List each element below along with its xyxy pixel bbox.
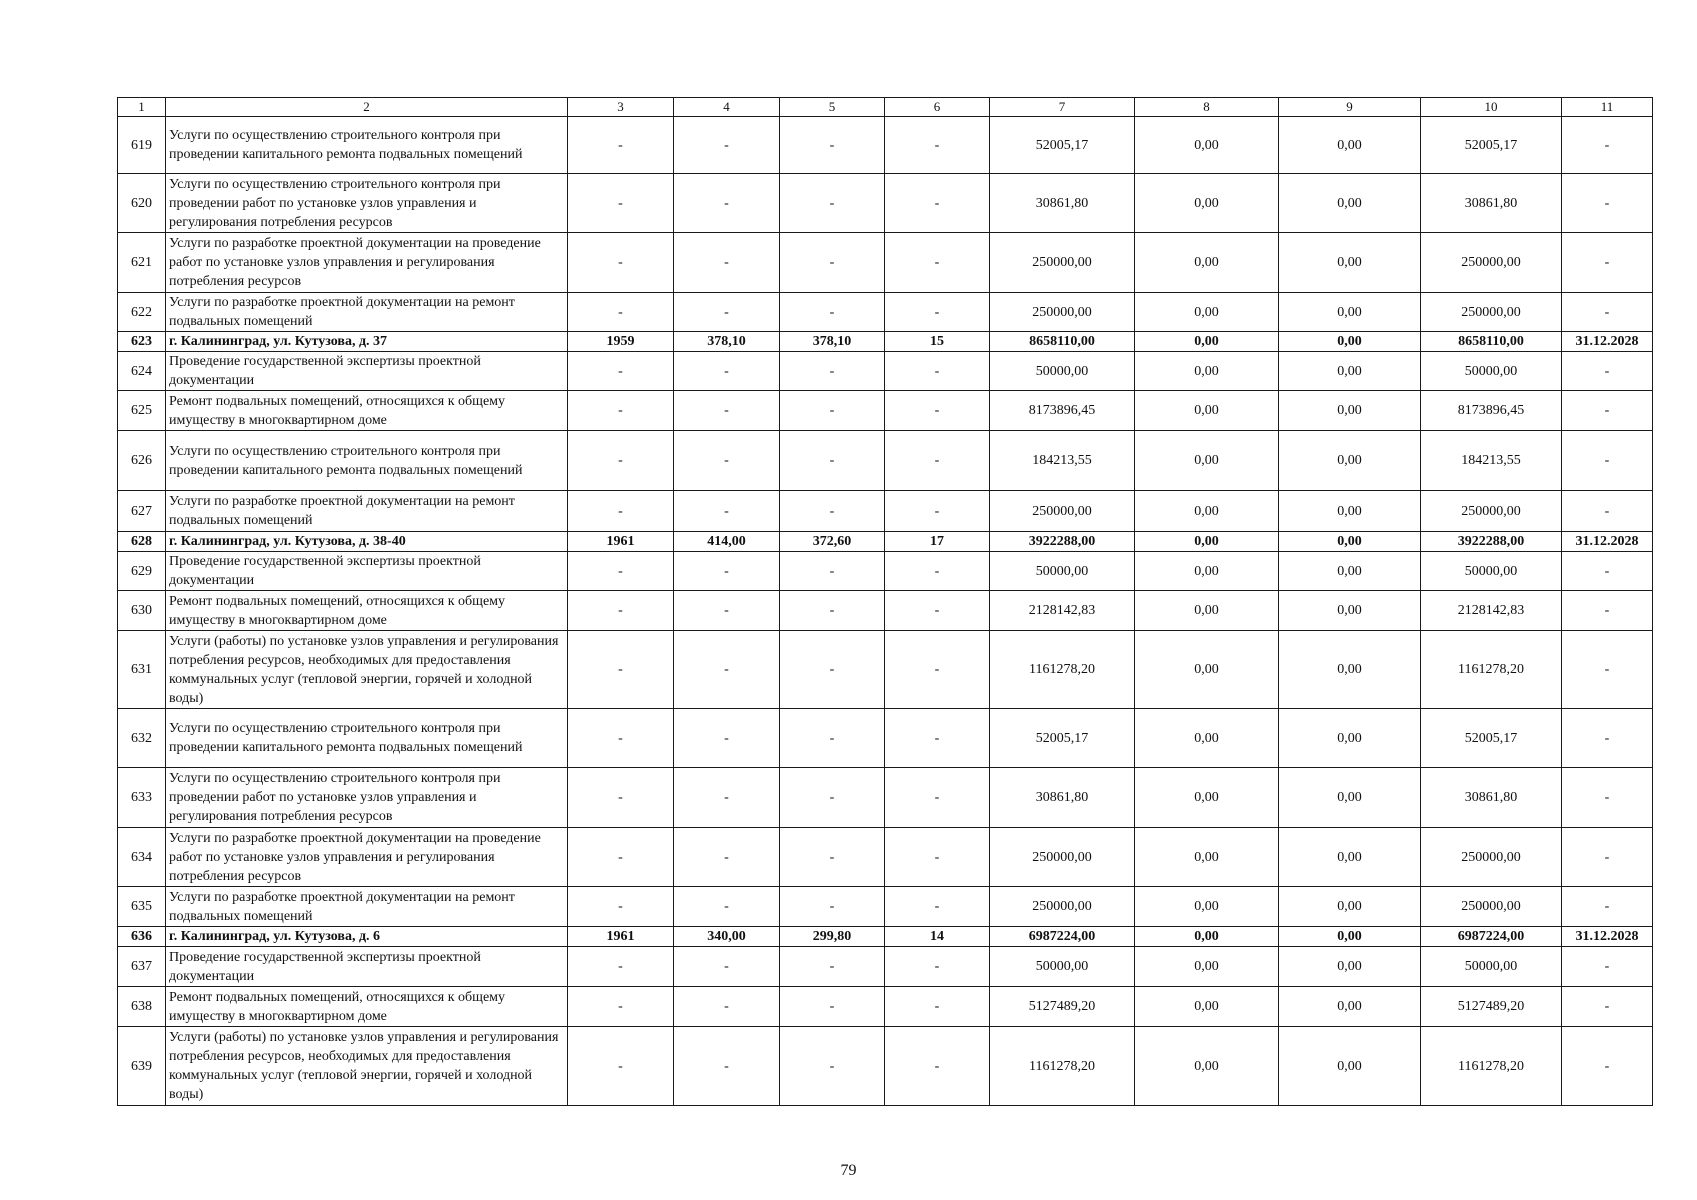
value-cell: -: [568, 768, 674, 828]
value-cell: -: [780, 1027, 885, 1106]
row-number-cell: 624: [118, 352, 166, 391]
value-cell: 0,00: [1135, 768, 1279, 828]
value-cell: -: [568, 947, 674, 987]
value-cell: 5127489,20: [990, 987, 1135, 1027]
row-number-cell: 632: [118, 709, 166, 768]
value-cell: -: [568, 352, 674, 391]
value-cell: 0,00: [1135, 293, 1279, 332]
value-cell: -: [885, 709, 990, 768]
value-cell: -: [568, 233, 674, 293]
value-cell: 2128142,83: [990, 591, 1135, 631]
column-number-header: 9: [1279, 98, 1421, 117]
value-cell: 1161278,20: [1421, 1027, 1562, 1106]
value-cell: 0,00: [1135, 591, 1279, 631]
value-cell: 0,00: [1279, 293, 1421, 332]
row-number-cell: 631: [118, 631, 166, 709]
table-body: [118, 98, 1653, 1106]
value-cell: -: [674, 352, 780, 391]
value-cell: 414,00: [674, 532, 780, 552]
value-cell: -: [780, 987, 885, 1027]
value-cell: -: [780, 431, 885, 491]
row-number-cell: 620: [118, 174, 166, 233]
value-cell: 50000,00: [1421, 947, 1562, 987]
column-number-header: 4: [674, 98, 780, 117]
value-cell: -: [780, 552, 885, 591]
value-cell: 6987224,00: [1421, 927, 1562, 947]
table-row: [118, 947, 1653, 987]
value-cell: -: [1562, 987, 1653, 1027]
works-table: [117, 97, 1653, 1106]
value-cell: 0,00: [1279, 709, 1421, 768]
value-cell: -: [674, 491, 780, 532]
value-cell: -: [780, 174, 885, 233]
row-number-cell: 627: [118, 491, 166, 532]
description-cell: г. Калининград, ул. Кутузова, д. 37: [166, 332, 568, 352]
value-cell: 17: [885, 532, 990, 552]
value-cell: 250000,00: [1421, 491, 1562, 532]
value-cell: 0,00: [1279, 391, 1421, 431]
value-cell: -: [1562, 117, 1653, 174]
value-cell: 1161278,20: [990, 631, 1135, 709]
value-cell: -: [568, 552, 674, 591]
address-row: [118, 927, 1653, 947]
value-cell: -: [1562, 631, 1653, 709]
value-cell: -: [885, 352, 990, 391]
table-row: [118, 828, 1653, 887]
value-cell: -: [1562, 768, 1653, 828]
value-cell: 250000,00: [990, 887, 1135, 927]
value-cell: -: [780, 709, 885, 768]
value-cell: 50000,00: [990, 352, 1135, 391]
row-number-cell: 623: [118, 332, 166, 352]
row-number-cell: 636: [118, 927, 166, 947]
value-cell: 5127489,20: [1421, 987, 1562, 1027]
value-cell: -: [885, 293, 990, 332]
value-cell: 0,00: [1135, 352, 1279, 391]
row-number-cell: 630: [118, 591, 166, 631]
value-cell: 0,00: [1279, 332, 1421, 352]
value-cell: 30861,80: [990, 174, 1135, 233]
row-number-cell: 634: [118, 828, 166, 887]
value-cell: 340,00: [674, 927, 780, 947]
value-cell: -: [1562, 233, 1653, 293]
value-cell: 0,00: [1135, 1027, 1279, 1106]
row-number-cell: 629: [118, 552, 166, 591]
row-number-cell: 619: [118, 117, 166, 174]
value-cell: 1961: [568, 532, 674, 552]
table-row: [118, 431, 1653, 491]
column-number-header: 5: [780, 98, 885, 117]
description-cell: Услуги по осуществлению строительного контроля при проведении капитального ремонта подвальных помещений: [166, 117, 568, 174]
value-cell: 250000,00: [990, 293, 1135, 332]
description-cell: Проведение государственной экспертизы проектной документации: [166, 947, 568, 987]
value-cell: -: [885, 174, 990, 233]
table-row: [118, 352, 1653, 391]
value-cell: 0,00: [1279, 927, 1421, 947]
value-cell: 8658110,00: [1421, 332, 1562, 352]
value-cell: 0,00: [1135, 631, 1279, 709]
value-cell: -: [568, 117, 674, 174]
value-cell: 0,00: [1135, 947, 1279, 987]
value-cell: -: [568, 709, 674, 768]
value-cell: -: [1562, 947, 1653, 987]
value-cell: -: [1562, 887, 1653, 927]
value-cell: 0,00: [1135, 552, 1279, 591]
value-cell: -: [780, 293, 885, 332]
value-cell: 0,00: [1279, 352, 1421, 391]
value-cell: -: [885, 828, 990, 887]
value-cell: -: [568, 431, 674, 491]
value-cell: -: [780, 768, 885, 828]
value-cell: 0,00: [1279, 631, 1421, 709]
description-cell: Услуги (работы) по установке узлов управления и регулирования потребления ресурсов, необходимых для предоставления коммунальных услуг (тепловой энергии, горячей и холодной воды): [166, 631, 568, 709]
value-cell: -: [674, 631, 780, 709]
value-cell: -: [568, 631, 674, 709]
value-cell: -: [674, 552, 780, 591]
value-cell: -: [885, 631, 990, 709]
value-cell: -: [1562, 391, 1653, 431]
table-row: [118, 491, 1653, 532]
value-cell: 250000,00: [990, 233, 1135, 293]
value-cell: 0,00: [1135, 431, 1279, 491]
value-cell: -: [1562, 431, 1653, 491]
table-row: [118, 709, 1653, 768]
value-cell: -: [674, 947, 780, 987]
value-cell: -: [674, 709, 780, 768]
value-cell: -: [674, 828, 780, 887]
row-number-cell: 621: [118, 233, 166, 293]
value-cell: 0,00: [1135, 491, 1279, 532]
value-cell: -: [674, 293, 780, 332]
value-cell: 30861,80: [1421, 768, 1562, 828]
value-cell: 0,00: [1279, 552, 1421, 591]
description-cell: Проведение государственной экспертизы проектной документации: [166, 352, 568, 391]
value-cell: -: [1562, 828, 1653, 887]
table-row: [118, 391, 1653, 431]
value-cell: 50000,00: [1421, 552, 1562, 591]
document-sheet: [117, 97, 1652, 1106]
value-cell: -: [1562, 552, 1653, 591]
value-cell: 0,00: [1135, 887, 1279, 927]
description-cell: Услуги по разработке проектной документации на проведение работ по установке узлов управления и регулирования потребления ресурсов: [166, 233, 568, 293]
value-cell: -: [1562, 591, 1653, 631]
value-cell: -: [885, 947, 990, 987]
value-cell: -: [674, 391, 780, 431]
description-cell: Ремонт подвальных помещений, относящихся к общему имуществу в многоквартирном доме: [166, 987, 568, 1027]
value-cell: 1161278,20: [990, 1027, 1135, 1106]
value-cell: 372,60: [780, 532, 885, 552]
value-cell: -: [674, 431, 780, 491]
description-cell: Услуги по осуществлению строительного контроля при проведении работ по установке узлов управления и регулирования потребления ресурсов: [166, 174, 568, 233]
value-cell: 0,00: [1135, 927, 1279, 947]
column-number-header: 2: [166, 98, 568, 117]
value-cell: -: [780, 591, 885, 631]
value-cell: 1161278,20: [1421, 631, 1562, 709]
value-cell: 0,00: [1279, 591, 1421, 631]
value-cell: -: [674, 117, 780, 174]
value-cell: 0,00: [1279, 174, 1421, 233]
value-cell: 0,00: [1135, 532, 1279, 552]
value-cell: 0,00: [1279, 947, 1421, 987]
value-cell: -: [568, 987, 674, 1027]
row-number-cell: 622: [118, 293, 166, 332]
column-number-row: [118, 98, 1653, 117]
value-cell: 0,00: [1279, 1027, 1421, 1106]
value-cell: 184213,55: [1421, 431, 1562, 491]
value-cell: -: [885, 1027, 990, 1106]
value-cell: -: [568, 591, 674, 631]
value-cell: 31.12.2028: [1562, 332, 1653, 352]
value-cell: -: [780, 117, 885, 174]
value-cell: -: [1562, 174, 1653, 233]
value-cell: -: [1562, 1027, 1653, 1106]
description-cell: Услуги по осуществлению строительного контроля при проведении капитального ремонта подвальных помещений: [166, 431, 568, 491]
value-cell: -: [885, 431, 990, 491]
row-number-cell: 635: [118, 887, 166, 927]
description-cell: г. Калининград, ул. Кутузова, д. 6: [166, 927, 568, 947]
column-number-header: 10: [1421, 98, 1562, 117]
value-cell: -: [674, 887, 780, 927]
value-cell: -: [674, 987, 780, 1027]
column-number-header: 7: [990, 98, 1135, 117]
description-cell: Услуги по осуществлению строительного контроля при проведении работ по установке узлов управления и регулирования потребления ресурсов: [166, 768, 568, 828]
row-number-cell: 638: [118, 987, 166, 1027]
value-cell: 14: [885, 927, 990, 947]
value-cell: -: [1562, 709, 1653, 768]
description-cell: Услуги (работы) по установке узлов управления и регулирования потребления ресурсов, необходимых для предоставления коммунальных услуг (тепловой энергии, горячей и холодной воды): [166, 1027, 568, 1106]
value-cell: 1959: [568, 332, 674, 352]
value-cell: 1961: [568, 927, 674, 947]
table-row: [118, 117, 1653, 174]
value-cell: -: [1562, 352, 1653, 391]
value-cell: -: [780, 828, 885, 887]
value-cell: 250000,00: [990, 491, 1135, 532]
value-cell: 0,00: [1135, 391, 1279, 431]
value-cell: 8173896,45: [990, 391, 1135, 431]
column-number-header: 8: [1135, 98, 1279, 117]
description-cell: г. Калининград, ул. Кутузова, д. 38-40: [166, 532, 568, 552]
table-row: [118, 293, 1653, 332]
value-cell: 52005,17: [1421, 709, 1562, 768]
value-cell: 299,80: [780, 927, 885, 947]
table-row: [118, 987, 1653, 1027]
description-cell: Услуги по разработке проектной документации на проведение работ по установке узлов управления и регулирования потребления ресурсов: [166, 828, 568, 887]
value-cell: 0,00: [1279, 233, 1421, 293]
value-cell: -: [885, 233, 990, 293]
value-cell: -: [780, 233, 885, 293]
value-cell: 50000,00: [1421, 352, 1562, 391]
value-cell: 0,00: [1279, 117, 1421, 174]
value-cell: 0,00: [1279, 768, 1421, 828]
row-number-cell: 633: [118, 768, 166, 828]
table-row: [118, 233, 1653, 293]
value-cell: 0,00: [1279, 987, 1421, 1027]
table-row: [118, 887, 1653, 927]
value-cell: -: [674, 591, 780, 631]
value-cell: -: [885, 591, 990, 631]
page-number: 79: [840, 1162, 857, 1179]
value-cell: 184213,55: [990, 431, 1135, 491]
column-number-header: 11: [1562, 98, 1653, 117]
table-row: [118, 768, 1653, 828]
row-number-cell: 639: [118, 1027, 166, 1106]
value-cell: -: [780, 491, 885, 532]
description-cell: Проведение государственной экспертизы проектной документации: [166, 552, 568, 591]
value-cell: 50000,00: [990, 552, 1135, 591]
value-cell: 6987224,00: [990, 927, 1135, 947]
value-cell: -: [568, 491, 674, 532]
value-cell: 0,00: [1279, 532, 1421, 552]
value-cell: -: [568, 828, 674, 887]
row-number-cell: 628: [118, 532, 166, 552]
value-cell: 0,00: [1135, 117, 1279, 174]
value-cell: -: [885, 887, 990, 927]
value-cell: 0,00: [1279, 887, 1421, 927]
column-number-header: 1: [118, 98, 166, 117]
value-cell: 52005,17: [990, 117, 1135, 174]
value-cell: -: [780, 947, 885, 987]
value-cell: 0,00: [1279, 431, 1421, 491]
table-row: [118, 631, 1653, 709]
value-cell: 30861,80: [1421, 174, 1562, 233]
value-cell: 52005,17: [1421, 117, 1562, 174]
row-number-cell: 626: [118, 431, 166, 491]
value-cell: -: [780, 391, 885, 431]
value-cell: 0,00: [1135, 709, 1279, 768]
value-cell: 8658110,00: [990, 332, 1135, 352]
value-cell: 0,00: [1279, 828, 1421, 887]
value-cell: -: [568, 887, 674, 927]
value-cell: 0,00: [1135, 987, 1279, 1027]
table-row: [118, 591, 1653, 631]
table-row: [118, 552, 1653, 591]
table-row: [118, 1027, 1653, 1106]
value-cell: -: [885, 391, 990, 431]
value-cell: 2128142,83: [1421, 591, 1562, 631]
value-cell: -: [568, 391, 674, 431]
value-cell: -: [885, 987, 990, 1027]
value-cell: 0,00: [1135, 332, 1279, 352]
description-cell: Услуги по разработке проектной документации на ремонт подвальных помещений: [166, 887, 568, 927]
row-number-cell: 637: [118, 947, 166, 987]
description-cell: Услуги по разработке проектной документации на ремонт подвальных помещений: [166, 293, 568, 332]
value-cell: -: [674, 1027, 780, 1106]
address-row: [118, 532, 1653, 552]
description-cell: Услуги по осуществлению строительного контроля при проведении капитального ремонта подвальных помещений: [166, 709, 568, 768]
value-cell: 52005,17: [990, 709, 1135, 768]
value-cell: -: [568, 174, 674, 233]
value-cell: 31.12.2028: [1562, 927, 1653, 947]
value-cell: -: [1562, 491, 1653, 532]
value-cell: 0,00: [1135, 828, 1279, 887]
value-cell: 50000,00: [990, 947, 1135, 987]
value-cell: -: [885, 117, 990, 174]
column-number-header: 6: [885, 98, 990, 117]
value-cell: -: [780, 352, 885, 391]
value-cell: 3922288,00: [1421, 532, 1562, 552]
row-number-cell: 625: [118, 391, 166, 431]
value-cell: 0,00: [1135, 174, 1279, 233]
value-cell: -: [885, 491, 990, 532]
value-cell: -: [780, 887, 885, 927]
value-cell: -: [1562, 293, 1653, 332]
value-cell: 250000,00: [990, 828, 1135, 887]
address-row: [118, 332, 1653, 352]
value-cell: -: [780, 631, 885, 709]
value-cell: 8173896,45: [1421, 391, 1562, 431]
value-cell: 31.12.2028: [1562, 532, 1653, 552]
value-cell: 378,10: [674, 332, 780, 352]
value-cell: -: [885, 768, 990, 828]
table-row: [118, 174, 1653, 233]
value-cell: -: [674, 174, 780, 233]
value-cell: 250000,00: [1421, 233, 1562, 293]
column-number-header: 3: [568, 98, 674, 117]
value-cell: 378,10: [780, 332, 885, 352]
value-cell: -: [674, 233, 780, 293]
value-cell: 250000,00: [1421, 887, 1562, 927]
value-cell: 30861,80: [990, 768, 1135, 828]
description-cell: Ремонт подвальных помещений, относящихся к общему имуществу в многоквартирном доме: [166, 591, 568, 631]
value-cell: -: [885, 552, 990, 591]
value-cell: 3922288,00: [990, 532, 1135, 552]
value-cell: 15: [885, 332, 990, 352]
description-cell: Ремонт подвальных помещений, относящихся к общему имуществу в многоквартирном доме: [166, 391, 568, 431]
value-cell: 250000,00: [1421, 828, 1562, 887]
value-cell: 250000,00: [1421, 293, 1562, 332]
value-cell: -: [568, 1027, 674, 1106]
description-cell: Услуги по разработке проектной документации на ремонт подвальных помещений: [166, 491, 568, 532]
value-cell: 0,00: [1135, 233, 1279, 293]
value-cell: -: [674, 768, 780, 828]
value-cell: -: [568, 293, 674, 332]
value-cell: 0,00: [1279, 491, 1421, 532]
